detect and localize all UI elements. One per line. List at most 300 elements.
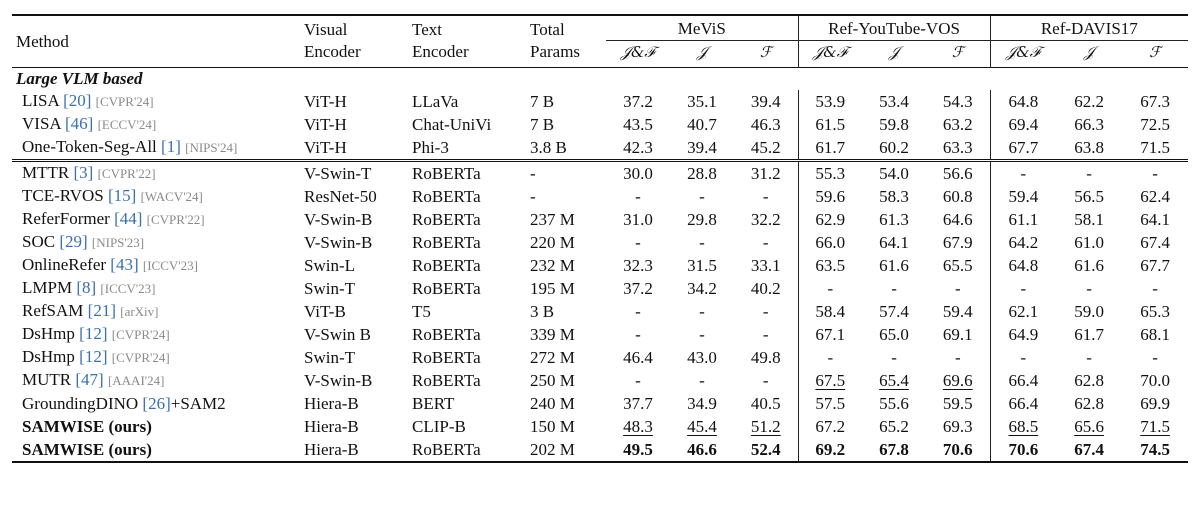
score-cell xyxy=(926,231,990,254)
score-cell xyxy=(862,323,926,346)
table-row xyxy=(12,113,1188,136)
score-cell xyxy=(862,415,926,438)
method-name: SAMWISE xyxy=(22,416,105,436)
score-cell xyxy=(670,300,734,323)
score-cell xyxy=(926,438,990,462)
score-value: - xyxy=(1152,347,1158,367)
score-cell xyxy=(734,185,798,208)
visual-encoder-cell: ViT-H xyxy=(304,91,347,111)
method-cell xyxy=(12,113,300,136)
metric-j: 𝒥 xyxy=(1083,43,1095,61)
score-cell xyxy=(1122,300,1188,323)
params-cell: 7 B xyxy=(530,114,555,134)
table-row xyxy=(12,136,1188,161)
score-cell xyxy=(1122,185,1188,208)
venue-tag: [CVPR'24] xyxy=(111,327,170,342)
method-name: MUTR xyxy=(22,370,72,389)
method-name: VISA xyxy=(22,114,61,133)
score-cell xyxy=(1056,300,1122,323)
venue-tag: [ECCV'24] xyxy=(97,117,157,132)
score-cell xyxy=(990,346,1056,369)
score-cell xyxy=(798,185,862,208)
score-cell xyxy=(862,438,926,462)
score-value: 28.8 xyxy=(687,163,717,183)
score-value: 58.3 xyxy=(879,186,909,206)
visual-encoder-cell: V-Swin-B xyxy=(304,370,373,390)
score-value: - xyxy=(635,232,641,252)
score-value: - xyxy=(1020,347,1027,367)
score-cell xyxy=(1056,208,1122,231)
score-cell xyxy=(990,254,1056,277)
params-cell: 237 M xyxy=(530,209,575,229)
score-cell xyxy=(862,231,926,254)
score-cell xyxy=(926,185,990,208)
citation-link: [47] xyxy=(75,370,104,389)
metric-f: ℱ xyxy=(951,43,964,61)
score-cell xyxy=(798,208,862,231)
score-value: 72.5 xyxy=(1140,114,1170,134)
text-encoder-cell: RoBERTa xyxy=(408,438,526,462)
score-value: 55.3 xyxy=(815,163,846,183)
score-value: 67.8 xyxy=(879,439,909,459)
score-cell xyxy=(606,277,670,300)
score-cell xyxy=(670,369,734,392)
score-cell xyxy=(862,208,926,231)
score-cell xyxy=(734,254,798,277)
score-value: 64.9 xyxy=(1008,324,1039,344)
params-cell: - xyxy=(530,186,536,206)
score-cell xyxy=(670,90,734,113)
table-row xyxy=(12,346,1188,369)
score-value: 49.5 xyxy=(623,439,653,459)
score-value: - xyxy=(954,347,961,367)
score-value: - xyxy=(635,324,641,344)
method-cell xyxy=(12,346,300,369)
table-row xyxy=(12,185,1188,208)
method-name: SAMWISE xyxy=(22,439,105,459)
score-value: 64.6 xyxy=(942,209,973,229)
method-cell xyxy=(12,254,300,277)
metric-jf: 𝒥&ℱ xyxy=(990,41,1056,68)
method-cell xyxy=(12,136,300,161)
score-cell xyxy=(734,208,798,231)
score-value: 56.5 xyxy=(1074,186,1104,206)
score-value: - xyxy=(891,278,897,298)
params-cell: 272 M xyxy=(530,347,575,367)
score-value: 51.2 xyxy=(750,416,781,436)
score-value: 63.5 xyxy=(815,255,846,275)
score-cell xyxy=(990,392,1056,415)
params-cell: 3.8 B xyxy=(530,137,567,157)
citation-link: [21] xyxy=(87,301,116,320)
score-value: 62.8 xyxy=(1074,393,1104,413)
score-value: - xyxy=(1152,163,1158,183)
params-cell: 150 M xyxy=(530,416,575,436)
citation-link: [44] xyxy=(114,209,143,228)
visual-encoder-cell: ViT-H xyxy=(304,137,347,157)
params-cell: 220 M xyxy=(530,232,575,252)
score-cell xyxy=(798,90,862,113)
params-cell: 195 M xyxy=(530,278,575,298)
score-value: 65.4 xyxy=(879,370,909,390)
score-cell xyxy=(990,136,1056,161)
score-value: 30.0 xyxy=(623,163,653,183)
score-value: 61.6 xyxy=(1074,255,1104,275)
method-name: TCE-RVOS xyxy=(22,186,104,205)
score-cell xyxy=(862,136,926,161)
score-value: - xyxy=(635,370,641,390)
visual-encoder-cell: Swin-L xyxy=(304,255,355,275)
score-value: 32.3 xyxy=(623,255,653,275)
method-name: One-Token-Seg-All xyxy=(22,137,157,156)
score-value: - xyxy=(699,301,705,321)
score-cell xyxy=(1122,90,1188,113)
score-cell xyxy=(926,254,990,277)
citation-link: [15] xyxy=(108,186,137,205)
text-header-line1: Text xyxy=(412,19,442,39)
score-value: - xyxy=(699,324,705,344)
score-cell xyxy=(1122,369,1188,392)
text-encoder-cell: CLIP-B xyxy=(412,416,466,436)
score-cell xyxy=(926,136,990,161)
score-value: 62.4 xyxy=(1140,186,1170,206)
metric-jf: 𝒥&ℱ xyxy=(798,41,862,68)
score-cell xyxy=(1122,136,1188,161)
method-name: DsHmp xyxy=(22,347,75,366)
score-value: 61.7 xyxy=(815,137,846,157)
score-cell xyxy=(606,415,670,438)
score-cell xyxy=(1122,438,1188,462)
score-cell xyxy=(670,161,734,186)
method-name: LISA xyxy=(22,91,59,110)
metric-j: 𝒥 xyxy=(696,43,708,61)
score-value: - xyxy=(827,347,834,367)
score-cell xyxy=(862,161,926,186)
visual-encoder-cell: Swin-T xyxy=(304,347,355,367)
text-encoder-cell: RoBERTa xyxy=(412,232,481,252)
venue-tag: [NIPS'23] xyxy=(91,235,145,250)
score-cell xyxy=(798,136,862,161)
citation-link: [12] xyxy=(79,324,108,343)
score-cell xyxy=(1056,113,1122,136)
venue-tag: [CVPR'24] xyxy=(95,94,154,109)
score-value: 31.2 xyxy=(750,163,781,183)
score-value: 40.7 xyxy=(687,114,717,134)
score-cell xyxy=(798,438,862,462)
venue-tag: [CVPR'22] xyxy=(146,212,205,227)
score-value: 65.2 xyxy=(879,416,909,436)
score-value: 71.5 xyxy=(1140,137,1170,157)
score-cell xyxy=(1056,392,1122,415)
score-cell xyxy=(606,185,670,208)
score-value: 67.3 xyxy=(1140,91,1170,111)
score-value: 59.5 xyxy=(942,393,973,413)
score-cell xyxy=(1122,208,1188,231)
method-name: LMPM xyxy=(22,278,73,297)
dataset-header-ytvos: Ref-YouTube-VOS xyxy=(798,15,990,41)
score-cell xyxy=(734,90,798,113)
score-value: 61.1 xyxy=(1008,209,1039,229)
score-cell xyxy=(798,254,862,277)
score-value: 69.1 xyxy=(942,324,973,344)
score-value: 34.9 xyxy=(687,393,717,413)
score-cell xyxy=(670,438,734,462)
method-header: Method xyxy=(16,31,69,51)
venue-tag: [CVPR'24] xyxy=(111,350,170,365)
metric-f: ℱ xyxy=(1149,43,1161,61)
score-cell xyxy=(862,369,926,392)
score-value: 60.2 xyxy=(879,137,909,157)
score-value: 68.5 xyxy=(1008,416,1039,436)
score-cell xyxy=(670,208,734,231)
venue-tag: [CVPR'22] xyxy=(97,166,156,181)
score-cell xyxy=(606,161,670,186)
text-encoder-cell: BERT xyxy=(412,393,455,413)
score-value: 35.1 xyxy=(687,91,717,111)
score-value: 67.5 xyxy=(815,370,846,390)
score-cell xyxy=(990,113,1056,136)
score-value: 46.4 xyxy=(623,347,653,367)
score-cell xyxy=(606,392,670,415)
score-cell xyxy=(734,369,798,392)
score-value: 60.8 xyxy=(942,186,973,206)
method-name: MTTR xyxy=(22,163,74,182)
score-value: - xyxy=(827,278,834,298)
visual-encoder-cell: ResNet-50 xyxy=(304,186,377,206)
score-value: 42.3 xyxy=(623,137,653,157)
score-cell xyxy=(606,300,670,323)
score-cell xyxy=(990,323,1056,346)
dataset-header-mevis: MeViS xyxy=(606,15,798,41)
section-header-row xyxy=(12,68,1188,91)
score-cell xyxy=(926,90,990,113)
venue-tag: [AAAI'24] xyxy=(107,373,165,388)
score-cell xyxy=(734,277,798,300)
score-value: 29.8 xyxy=(687,209,717,229)
score-value: 40.5 xyxy=(750,393,781,413)
section-title: Large VLM based xyxy=(16,69,143,88)
score-value: 48.3 xyxy=(623,416,653,436)
text-encoder-cell: Phi-3 xyxy=(412,137,449,157)
score-value: 33.1 xyxy=(750,255,781,275)
score-value: - xyxy=(1020,278,1027,298)
score-cell xyxy=(606,346,670,369)
params-header-line1: Total xyxy=(530,19,565,39)
score-cell xyxy=(1122,277,1188,300)
text-encoder-cell: RoBERTa xyxy=(412,186,481,206)
score-value: 53.9 xyxy=(815,91,846,111)
params-cell: 339 M xyxy=(530,324,575,344)
method-cell xyxy=(12,392,300,415)
citation-link: [46] xyxy=(64,114,94,133)
score-cell xyxy=(1122,415,1188,438)
score-cell xyxy=(1056,323,1122,346)
score-cell xyxy=(798,161,862,186)
text-encoder-cell: RoBERTa xyxy=(412,370,481,390)
score-value: 67.9 xyxy=(942,232,973,252)
visual-encoder-cell: Hiera-B xyxy=(300,438,408,462)
table-row xyxy=(12,90,1188,113)
method-name: GroundingDINO xyxy=(22,393,139,413)
score-cell xyxy=(926,346,990,369)
text-encoder-cell: RoBERTa xyxy=(412,255,481,275)
score-cell xyxy=(862,392,926,415)
score-cell xyxy=(670,231,734,254)
score-cell xyxy=(798,415,862,438)
score-value: 55.6 xyxy=(879,393,909,413)
score-value: 66.4 xyxy=(1008,370,1039,390)
visual-encoder-cell: ViT-B xyxy=(304,301,346,321)
table-row xyxy=(12,277,1188,300)
score-cell xyxy=(862,277,926,300)
text-encoder-cell: RoBERTa xyxy=(412,324,481,344)
score-value: 67.1 xyxy=(815,324,846,344)
score-value: 59.0 xyxy=(1074,301,1104,321)
params-cell: 7 B xyxy=(530,91,555,111)
metric-j: 𝒥 xyxy=(888,43,900,61)
text-encoder-cell: T5 xyxy=(412,301,431,321)
score-value: 66.4 xyxy=(1008,393,1039,413)
score-value: - xyxy=(1086,163,1092,183)
score-value: 64.1 xyxy=(879,232,909,252)
method-name: DsHmp xyxy=(22,324,75,343)
score-cell xyxy=(1122,323,1188,346)
method-cell xyxy=(12,438,300,462)
score-value: 69.2 xyxy=(815,439,846,459)
score-value: - xyxy=(762,186,769,206)
method-cell xyxy=(12,369,300,392)
score-cell xyxy=(862,185,926,208)
score-value: 34.2 xyxy=(687,278,717,298)
score-value: 65.0 xyxy=(879,324,909,344)
score-value: 67.2 xyxy=(815,416,846,436)
score-value: - xyxy=(891,347,897,367)
score-value: 74.5 xyxy=(1140,439,1170,459)
venue-tag: [ICCV'23] xyxy=(100,281,156,296)
score-cell xyxy=(670,254,734,277)
score-value: 45.2 xyxy=(750,137,781,157)
table-row xyxy=(12,208,1188,231)
score-value: 63.2 xyxy=(942,114,973,134)
score-value: 39.4 xyxy=(687,137,717,157)
params-cell: 232 M xyxy=(530,255,575,275)
score-cell xyxy=(1056,254,1122,277)
score-cell xyxy=(798,277,862,300)
results-table xyxy=(12,14,1188,463)
score-value: 70.0 xyxy=(1140,370,1170,390)
score-cell xyxy=(670,113,734,136)
method-cell xyxy=(12,185,300,208)
visual-header-line1: Visual xyxy=(304,19,348,39)
venue-tag: [arXiv] xyxy=(120,304,159,319)
table-row xyxy=(12,300,1188,323)
score-value: 61.5 xyxy=(815,114,846,134)
params-header-line2: Params xyxy=(530,41,581,61)
citation-link: [43] xyxy=(110,255,139,274)
method-suffix: +SAM2 xyxy=(170,393,226,413)
citation-link: [20] xyxy=(63,91,92,110)
visual-encoder-cell: Hiera-B xyxy=(304,416,359,436)
score-value: 61.6 xyxy=(879,255,909,275)
table-row xyxy=(12,369,1188,392)
score-value: 45.4 xyxy=(687,416,717,436)
score-value: - xyxy=(762,370,769,390)
score-value: - xyxy=(699,186,705,206)
score-cell xyxy=(926,369,990,392)
score-cell xyxy=(606,208,670,231)
score-value: 67.4 xyxy=(1140,232,1170,252)
visual-encoder-cell: ViT-H xyxy=(304,114,347,134)
metric-jf: 𝒥&ℱ xyxy=(620,43,656,61)
score-value: 59.8 xyxy=(879,114,909,134)
method-cell xyxy=(12,90,300,113)
score-value: - xyxy=(1086,347,1092,367)
score-value: 59.4 xyxy=(942,301,973,321)
score-cell xyxy=(798,323,862,346)
score-value: 56.6 xyxy=(942,163,973,183)
citation-link: [26] xyxy=(142,393,171,413)
score-cell xyxy=(734,136,798,161)
score-cell xyxy=(1056,136,1122,161)
score-value: 43.0 xyxy=(687,347,717,367)
score-cell xyxy=(670,277,734,300)
table-row xyxy=(12,438,1188,462)
score-value: 64.2 xyxy=(1008,232,1039,252)
score-value: 61.7 xyxy=(1074,324,1104,344)
score-value: 62.8 xyxy=(1074,370,1104,390)
score-cell xyxy=(990,208,1056,231)
score-cell xyxy=(670,346,734,369)
score-value: 61.0 xyxy=(1074,232,1104,252)
score-cell xyxy=(990,90,1056,113)
score-value: 31.0 xyxy=(623,209,653,229)
score-cell xyxy=(670,392,734,415)
score-value: 65.5 xyxy=(942,255,973,275)
score-value: 64.1 xyxy=(1140,209,1170,229)
score-value: - xyxy=(635,301,641,321)
method-name: OnlineRefer xyxy=(22,255,107,274)
text-encoder-cell: LLaVa xyxy=(412,91,459,111)
score-cell xyxy=(734,415,798,438)
score-cell xyxy=(798,369,862,392)
score-cell xyxy=(990,277,1056,300)
visual-encoder-cell: Hiera-B xyxy=(304,393,359,413)
score-value: 69.6 xyxy=(942,370,973,390)
visual-encoder-cell: Swin-T xyxy=(304,278,355,298)
score-cell xyxy=(734,161,798,186)
score-cell xyxy=(670,415,734,438)
score-value: 66.0 xyxy=(815,232,846,252)
score-cell xyxy=(990,185,1056,208)
table-row xyxy=(12,392,1188,415)
score-value: 61.3 xyxy=(879,209,909,229)
score-cell xyxy=(1122,392,1188,415)
score-cell xyxy=(990,300,1056,323)
score-value: - xyxy=(762,324,769,344)
dataset-header-davis: Ref-DAVIS17 xyxy=(990,15,1188,41)
score-value: - xyxy=(1020,163,1027,183)
score-value: 46.6 xyxy=(687,439,717,459)
citation-link: [1] xyxy=(161,137,181,156)
citation-link: [12] xyxy=(79,347,108,366)
score-cell xyxy=(606,136,670,161)
score-value: 58.4 xyxy=(815,301,846,321)
method-cell xyxy=(12,323,300,346)
score-value: 59.4 xyxy=(1008,186,1039,206)
score-value: 52.4 xyxy=(750,439,781,459)
score-cell xyxy=(734,346,798,369)
citation-link: [3] xyxy=(73,163,94,182)
